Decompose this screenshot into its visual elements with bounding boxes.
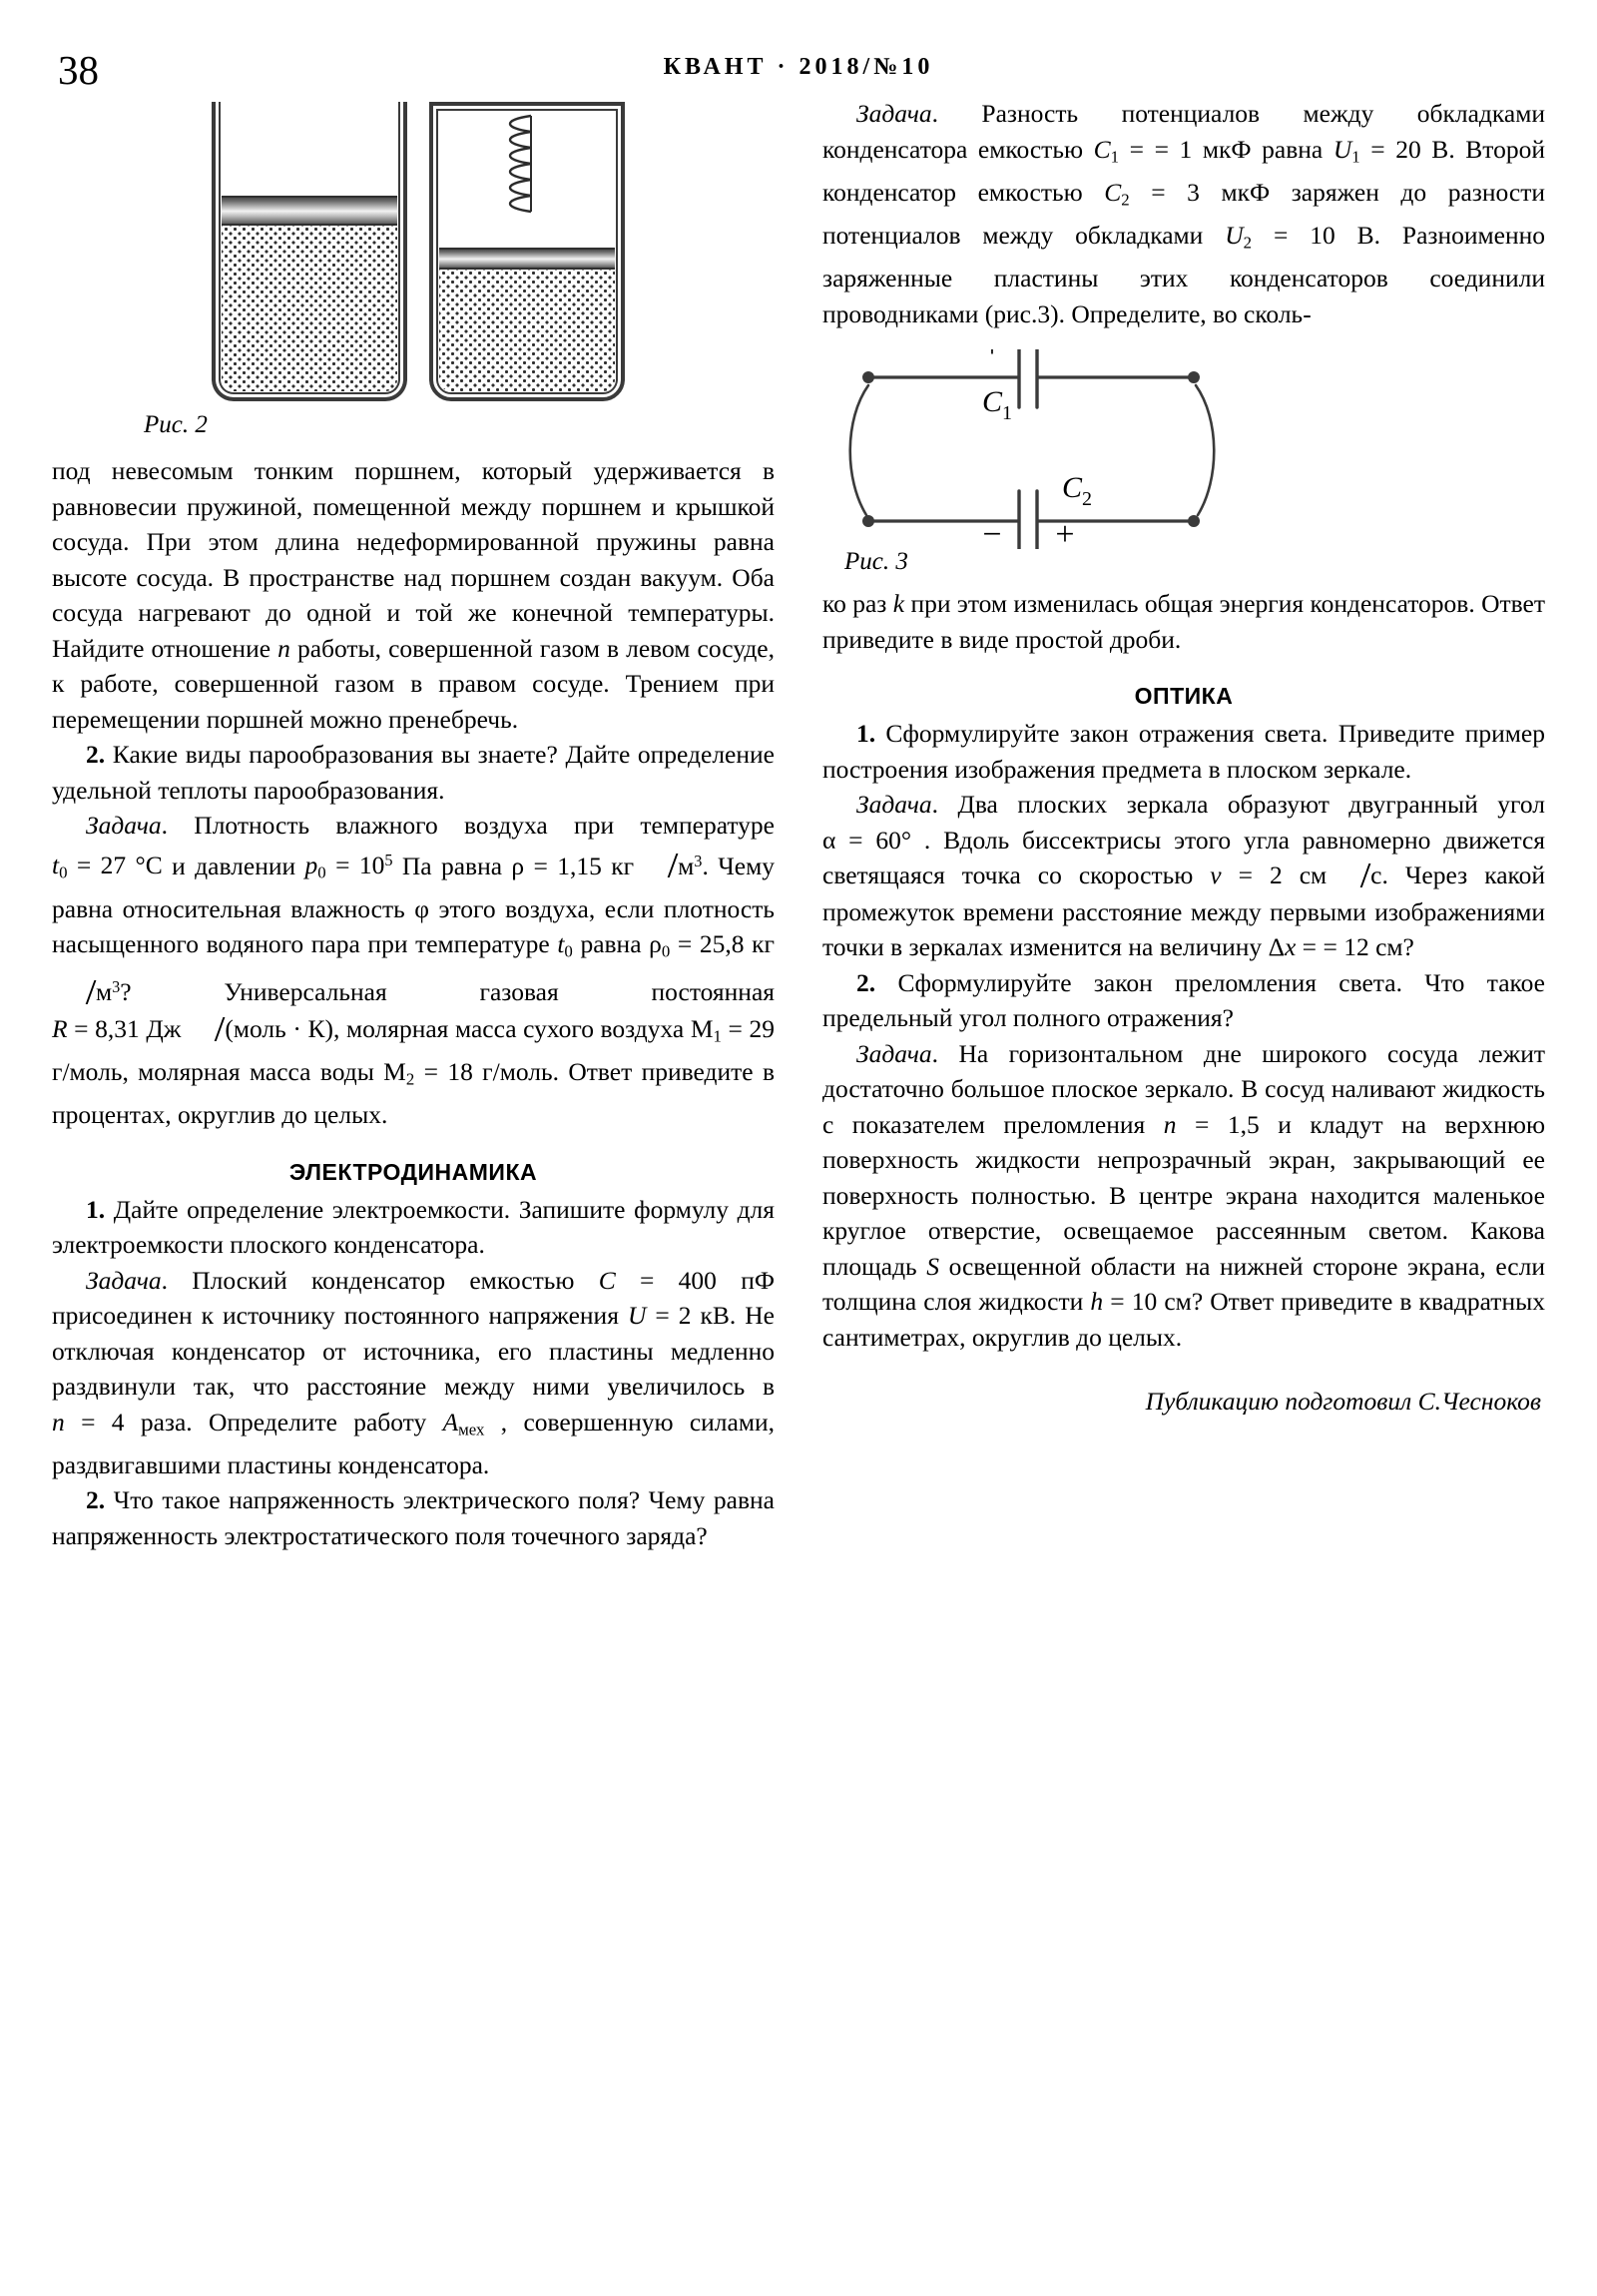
task-label: Задача [86,811,162,840]
figure-3-circuit [822,349,1302,549]
paragraph-capacitor-task: Задача. Разность потенциалов между обкладками конденсатора емкостью $C_1$ = = 1 мкФ равна $U_1 = 20$ В. Второй конденсатор емкостью $C_2 = 3$ мкФ заряжен до разности потенциалов между обкладками $U_2 = 10$ В. Разноименно заряженные пластины этих конденсаторов соединили проводниками (рис.3). Определите, во сколь- [822,99,1545,328]
circuit-top-minus [1055,349,1074,365]
item-number-2: 2. [86,740,106,769]
circuit-label-c1: $C_1$ [982,385,1013,425]
vessel-left-gas [222,216,397,391]
circuit-terminal-dots [862,371,1200,527]
figure-2-drawing [212,102,625,401]
two-column-body [52,96,1545,1553]
vessel-left-piston [222,196,397,226]
circuit-label-c2: $C_2$ [1062,471,1093,511]
paragraph-ed-item2: 2. Что такое напряженность электрического поля? Чему равна напряженность электростатического поля точечного заряда? [52,1485,775,1550]
journal-title: КВАНТ · 2018/№10 [663,54,934,80]
figure-3 [822,349,1545,576]
spring-icon [487,114,563,224]
vessel-right-gas [439,260,615,391]
paragraph-ed-item1: 1. Дайте определение электроемкости. Запишите формулу для электроемкости плоского конденсатора. [52,1194,775,1260]
figure-3-caption: Рис. 3 [844,548,908,576]
vessel-right [429,102,625,401]
paragraph-opt-task2: Задача. На горизонтальном дне широкого сосуда лежит достаточно большое плоское зеркало. В сосуд наливают жидкость с показателем преломления n = 1,5 и кладут на верхнюю поверхность жидкости непрозрачный экран, закрывающий ее поверхность полностью. В центре экрана находится маленькое круглое отверстие, освещаемое рассеянным светом. Какова площадь S освещенной области на нижней стороне экрана, если толщина слоя жидкости h = 10 см? Ответ приведите в квадратных сантиметрах, округлив до целых. [822,1038,1545,1352]
paragraph-opt-item1: 1. Сформулируйте закон отражения света. Приведите пример построения изображения предмета в плоском зеркале. [822,719,1545,784]
circuit-top-plus [982,349,1001,365]
ed-item-number-2: 2. [86,1485,106,1515]
publication-credit: Публикацию подготовил С.Чесноков [1145,1387,1541,1417]
opt-task1-label: Задача [856,790,932,820]
right-column [822,96,1545,1553]
opt-item-number-2: 2. [856,967,876,997]
paragraph-thermo-task: Задача. Плотность влажного воздуха при температуре $t_0 = 27$ °C и давлении $p_0 = 10^5$ Па равна ρ = 1,15 кг $м^3$. Чему равна относительная влажность φ этого воздуха, если плотность насыщенного водяного пара при температуре $t_0$ равна $\rho_0 = 25,8$ кгм$^3$? Универсальная газовая постоянная R = 8,31 Дж (моль · К), молярная масса сухого воздуха $М_1 = 29$ г/моль, молярная масса воды $М_2 = 18$ г/моль. Ответ приведите в процентах, округлив до целых. [52,811,776,1130]
rc-task-label: Задача [856,99,932,128]
paragraph-piston-continued: под невесомым тонким поршнем, который удерживается в равновесии пружиной, помещенной между поршнем и крышкой сосуда. При этом длина недеформированной пружины равна высоте сосуда. В пространстве над поршнем создан вакуум. Оба сосуда нагревают до одной и той же конечной температуры. Найдите отношение n работы, совершенной газом в левом сосуде, к работе, совершенной газом в правом сосуде. Трением при перемещении поршней можно пренебречь. [52,456,775,734]
figure-2 [52,102,775,439]
circuit-bottom-plus: + [1055,516,1075,550]
section-heading-optics: ОПТИКА [1134,683,1234,710]
paragraph-thermo-item2: 2. Какие виды парообразования вы знаете? Дайте определение удельной теплоты парообразования. [52,740,775,805]
opt-item-number-1: 1. [856,719,876,749]
ed-task-label: Задача [86,1265,162,1295]
figure-2-caption: Рис. 2 [144,411,208,438]
page-number: 38 [58,47,99,93]
circuit-bottom-minus: − [982,516,1002,550]
vessel-left [212,102,407,401]
opt-task2-label: Задача [856,1038,932,1068]
vessel-right-piston [439,248,615,270]
paragraph-ed-task: Задача. Плоский конденсатор емкостью C = 400 пФ присоединен к источнику постоянного напряжения U = 2 кВ. Не отключая конденсатор от источника, его пластины медленно раздвинули так, что расстояние между ними увеличилось в n = 4 раза. Определите работу $A_{мех}$ , совершенную силами, раздвигавшими пластины конденсатора. [52,1265,776,1479]
paragraph-capacitor-task-cont: ко раз k при этом изменилась общая энергия конденсаторов. Ответ приведите в виде простой дроби. [822,589,1545,654]
left-column [52,96,775,1553]
page-header [52,40,1545,92]
paragraph-opt-item2: 2. Сформулируйте закон преломления света. Что такое предельный угол полного отражения? [822,967,1545,1033]
paragraph-opt-task1: Задача. Два плоских зеркала образуют двугранный угол α = 60° . Вдоль биссектрисы этого угла равномерно движется светящаяся точка со скоростью v = 2 см с. Через какой промежуток времени расстояние между первыми изображениями точки в зеркалах изменится на величину Δx = = 12 см? [822,790,1546,962]
ed-item-number-1: 1. [86,1194,106,1224]
section-heading-electrodynamics: ЭЛЕКТРОДИНАМИКА [288,1158,538,1185]
